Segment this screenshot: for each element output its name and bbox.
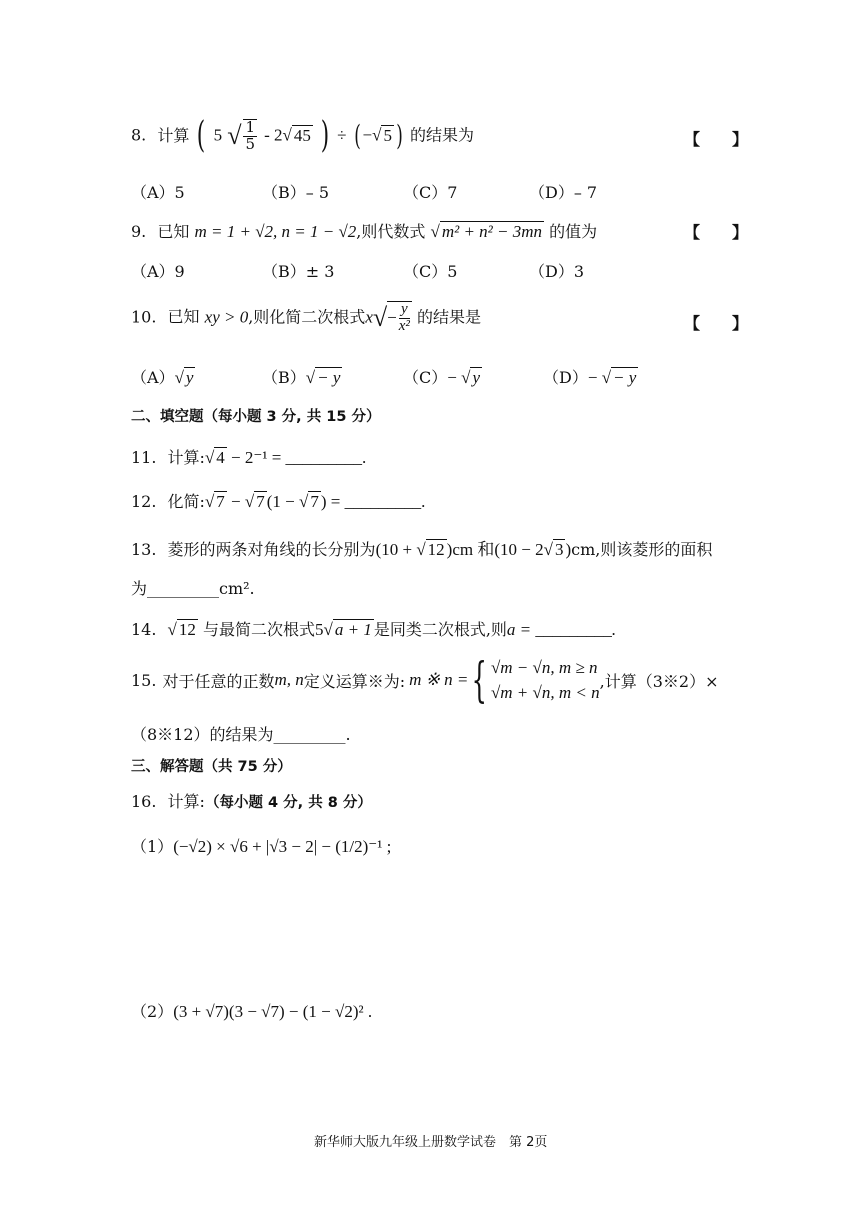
- option-8-d: （D）– 7: [529, 183, 598, 202]
- answer-bracket-8: 【 】: [684, 130, 749, 149]
- option-9-d: （D）3: [529, 262, 585, 281]
- question-11: 11. 计算:√ 4 − 2⁻¹ = _________.: [131, 448, 367, 467]
- question-16-part-2: （2）(3 + √7)(3 − √7) − (1 − √2)² .: [131, 1002, 373, 1021]
- condition: m = 1 + √2, n = 1 − √2: [194, 222, 357, 241]
- question-13-line-2: 为_________cm².: [131, 579, 255, 598]
- question-8: 8. 计算 ( 5 √ $\frac{1}{5}$ - 2√ 45 ) ÷ ( −√ 5 ) 的结果为: [131, 115, 474, 156]
- question-9: 9. 已知 m = 1 + √2, n = 1 − √2,则代数式 √ m² + n² − 3mn 的值为: [131, 222, 598, 241]
- coef-5: 5: [213, 125, 223, 145]
- answer-bracket-10: 【 】: [684, 314, 749, 333]
- section-heading-fill-in: 二、填空题（每小题 3 分, 共 15 分）: [131, 409, 381, 425]
- condition: xy > 0: [204, 307, 249, 327]
- radicand-5: 5: [383, 125, 392, 145]
- question-12: 12. 化简:√ 7 − √ 7 (1 − √ 7 ) = _________.: [131, 492, 426, 511]
- question-number: 9.: [131, 222, 147, 241]
- divide-sign: ÷: [337, 125, 347, 145]
- option-10-d: （D）− √ − y: [543, 368, 637, 387]
- option-8-c: （C）7: [403, 183, 458, 202]
- left-paren: (: [197, 115, 206, 156]
- option-10-a: （A）√ y: [131, 368, 194, 387]
- question-suffix: 的结果为: [409, 125, 474, 145]
- question-prefix: 计算: [157, 125, 190, 145]
- question-13: 13. 菱形的两条对角线的长分别为(10 + √ 12 )cm 和(10 − 2√ 3 )cm,则该菱形的面积: [131, 540, 713, 559]
- radicand: m² + n² − 3mn: [441, 222, 543, 241]
- question-16: 16. 计算:（每小题 4 分, 共 8 分）: [131, 792, 372, 811]
- option-9-c: （C）5: [403, 262, 458, 281]
- fraction-y-x2: $\frac{y}{\text{x²}}$: [398, 301, 410, 334]
- radicand-45: 45: [293, 125, 311, 145]
- option-9-b: （B）± 3: [262, 262, 335, 281]
- minus-2: - 2: [264, 125, 283, 145]
- page-footer: 新华师大版九年级上册数学试卷 第 2页: [314, 1135, 548, 1150]
- option-10-c: （C）− √ y: [403, 368, 480, 387]
- answer-bracket-9: 【 】: [684, 223, 749, 242]
- section-heading-solve: 三、解答题（共 75 分）: [131, 759, 292, 775]
- left-paren-2: (: [353, 119, 361, 152]
- question-15: 15. 对于任意的正数 m, n 定义运算※为: m ※ n = { √m − √n, m ≥ n √m + √n, m < n ,计算（3※2）×: [131, 652, 719, 708]
- question-16-part-1: （1）(−√2) × √6 + |√3 − 2| − (1/2)⁻¹ ;: [131, 837, 392, 856]
- fraction-1-5: $\frac{1}{5}$: [245, 118, 256, 153]
- sqrt-sign: √: [227, 121, 242, 150]
- question-15-line-2: （8※12）的结果为_________.: [131, 725, 351, 744]
- question-10: 10. 已知 xy > 0,则化简二次根式x√− $\frac{y}{\text{x²}}$ 的结果是: [131, 301, 481, 334]
- question-number: 10.: [131, 307, 157, 327]
- option-8-a: （A）5: [131, 183, 185, 202]
- option-10-b: （B）√ − y: [262, 368, 341, 387]
- right-paren: ): [320, 115, 330, 156]
- piecewise-cases: √m − √n, m ≥ n √m + √n, m < n: [490, 657, 600, 702]
- option-8-b: （B）– 5: [262, 183, 330, 202]
- question-number: 8.: [131, 125, 147, 145]
- question-14: 14. √ 12 与最简二次根式5√ a + 1 是同类二次根式,则a = _________.: [131, 620, 617, 639]
- option-9-a: （A）9: [131, 262, 185, 281]
